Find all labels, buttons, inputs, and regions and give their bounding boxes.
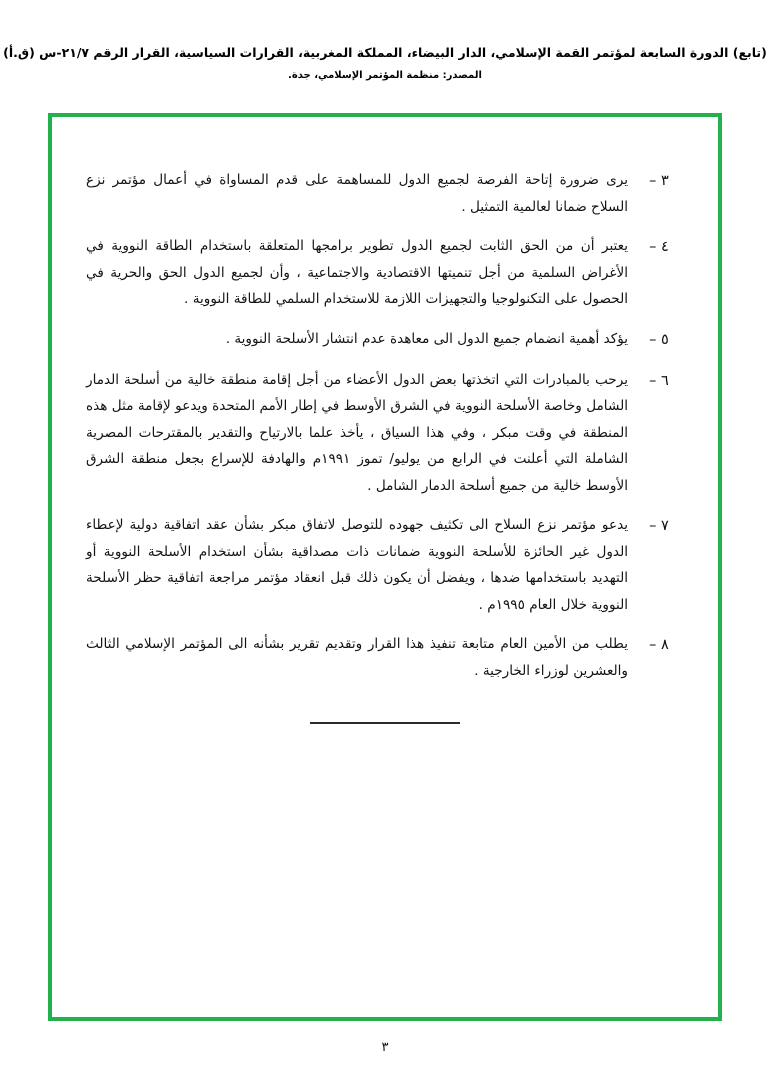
page-number: ٣	[381, 1040, 389, 1055]
clause-number: ٣ –	[649, 173, 669, 189]
document-header	[0, 44, 770, 81]
document-title: (تابع) الدورة السابعة لمؤتمر القمة الإسلامي، الدار البيضاء، المملكة المغربية، القرارات السياسية، القرار الرقم ٢١/٧-س (ق.أ)	[3, 45, 767, 60]
clause-number: ٤ –	[649, 239, 669, 255]
clause-item	[80, 233, 690, 313]
clause-item	[80, 326, 690, 354]
document-source: المصدر: منظمة المؤتمر الإسلامي، جدة.	[288, 69, 482, 81]
clause-text: يعتبر أن من الحق الثابت لجميع الدول تطوير برامجها المتعلقة باستخدام الطاقة النووية في الأغراض السلمية من أجل تنميتها الاقتصادية والاجتماعية ، وأن لجميع الدول الحق والحرية في الحصول على التكنولوجيا والتجهيزات اللازمة للاستخدام السلمي للطاقة النووية .	[86, 238, 628, 307]
clause-item	[80, 512, 690, 618]
document-body	[80, 167, 690, 997]
divider-line	[310, 722, 460, 724]
clause-list	[80, 167, 690, 684]
clause-number: ٦ –	[649, 372, 669, 389]
clause-text: يطلب من الأمين العام متابعة تنفيذ هذا القرار وتقديم تقرير بشأنه الى المؤتمر الإسلامي الثالث والعشرين لوزراء الخارجية .	[86, 636, 628, 679]
section-divider	[80, 722, 690, 724]
clause-number: ٨ –	[649, 637, 669, 654]
green-border-frame	[48, 113, 722, 1021]
clause-item	[80, 367, 690, 500]
clause-number: ٧ –	[649, 518, 669, 535]
clause-text: يرحب بالمبادرات التي اتخذتها بعض الدول الأعضاء من أجل إقامة منطقة خالية من أسلحة الدمار الشامل وخاصة الأسلحة النووية في الشرق الأوسط في إطار الأمم المتحدة ويدعو لإقامة مثل هذه المنطقة في وقت مبكر ، وفي هذا السياق ، يأخذ علما بالارتياح والتقدير بالمقترحات المصرية الشاملة التي أعلنت في الرابع من يوليو/ تموز ١٩٩١م والهادفة للإسراع بجعل منطقة الشرق الأوسط خالية من جميع أسلحة الدمار الشامل .	[86, 371, 628, 494]
clause-text: يرى ضرورة إتاحة الفرصة لجميع الدول للمساهمة على قدم المساواة في أعمال مؤتمر نزع السلاح ضمانا لعالمية التمثيل .	[86, 172, 628, 215]
clause-text: يدعو مؤتمر نزع السلاح الى تكثيف جهوده للتوصل لاتفاق مبكر بشأن عقد اتفاقية دولية لإعطاء الدول غير الحائزة للأسلحة النووية ضمانات ذات مصداقية بشأن استخدام الأسلحة النووية أو التهديد باستخدامها ضدها ، ويفضل أن يكون ذلك قبل انعقاد مؤتمر مراجعة اتفاقية حظر الأسلحة النووية خلال العام ١٩٩٥م .	[86, 517, 628, 613]
clause-item	[80, 631, 690, 684]
clause-text: يؤكد أهمية انضمام جميع الدول الى معاهدة عدم انتشار الأسلحة النووية .	[225, 330, 628, 347]
clause-item	[80, 167, 690, 220]
clause-number: ٥ –	[649, 331, 669, 348]
